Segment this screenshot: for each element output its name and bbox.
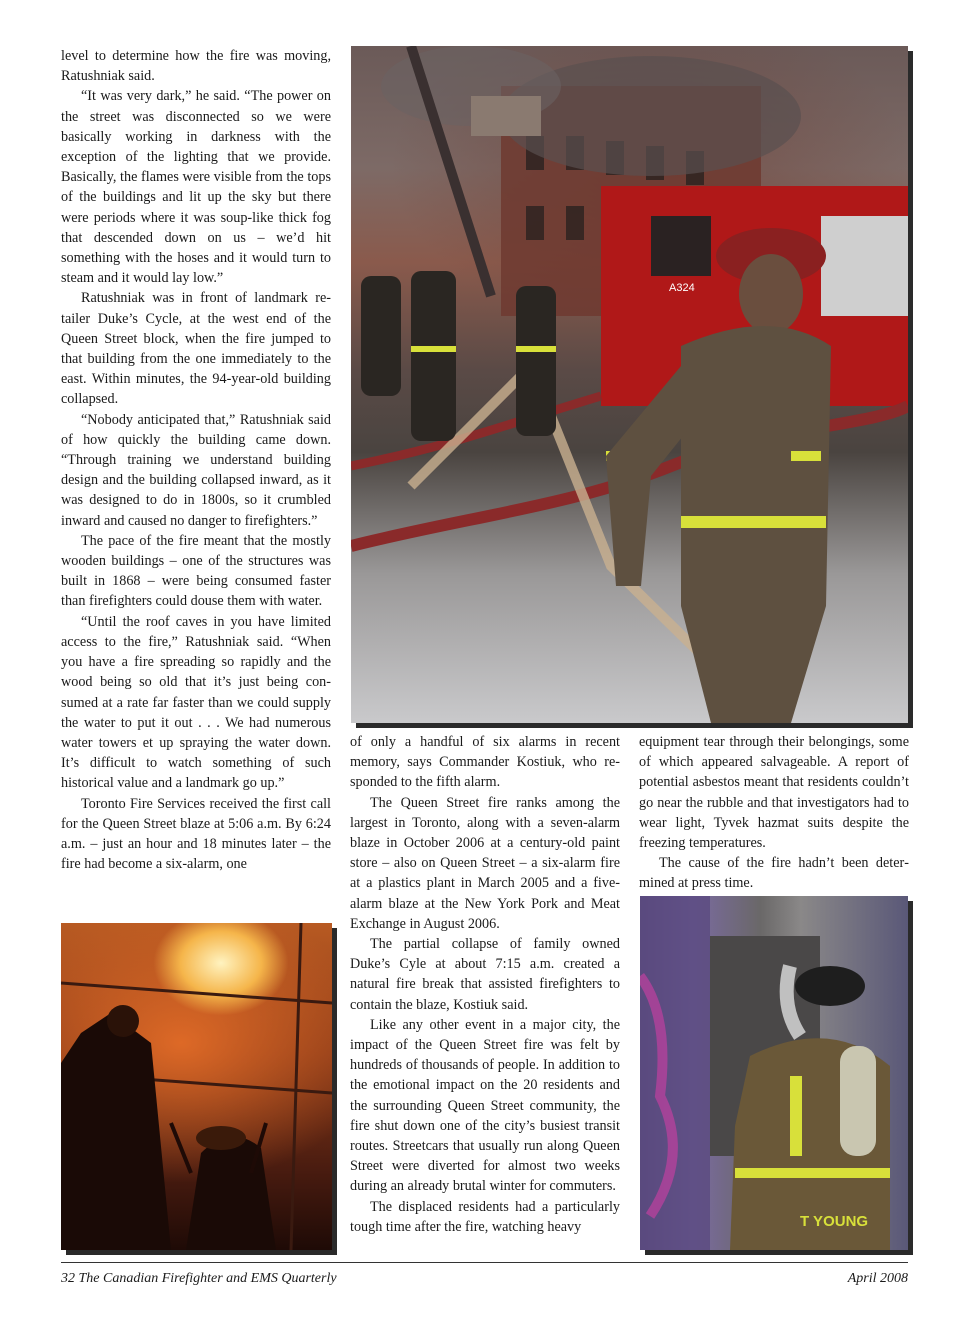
photo-firefighters-street-illustration (351, 46, 908, 723)
paragraph: The cause of the fire hadn’t been determined at press time. (639, 855, 909, 892)
page-footer (61, 1262, 908, 1286)
article-column-1 (61, 46, 331, 916)
coat-name-label: T YOUNG (800, 1213, 869, 1230)
footer-date: April 2008 (847, 1271, 908, 1286)
paragraph: “Nobody anticipated that,” Ratushniak said of how quickly the building came down. “Through training we understand building design and the building collapsed inward, as it was designed to do in 1800s, so it crumbled inward and caused no danger to firefighters.” (61, 411, 331, 529)
paragraph: The Queen Street fire ranks among the largest in Toronto, along with a seven-alarm blaze in October 2006 at a century-old paint store – also on Queen Street – a six-alarm fire at a plastics plant in March 2005 and a five-alarm blaze at the New York Pork and Meat Exchange in August 2006. (350, 794, 620, 932)
truck-number-label: A324 (669, 282, 695, 294)
footer-publication: 32 The Canadian Firefighter and EMS Quarterly (61, 1271, 337, 1286)
paragraph: The partial collapse of family owned Duke’s Cyle at about 7:15 a.m. created a natural fire break that assisted firefighters to contain the blaze, Kostiuk said. (350, 936, 620, 1013)
paragraph: Ratushniak was in front of landmark retailer Duke’s Cycle, at the west end of the Queen Street block, when the fire jumped to that building from the one immediately to the east. Within minutes, the 94-year-old building collapsed. (61, 290, 331, 408)
photo-fire-blaze (61, 923, 332, 1250)
paragraph: “It was very dark,” he said. “The power on the street was disconnected so we were basically working in darkness with the exception of the lighting that we provide. Basically, the flames were visible from the tops of the buildings and lit up the sky but there were periods where it was soup-like thick fog that descended down on us – we’d hit something with the hoses and it would turn to steam and it would lay low.” (61, 88, 331, 287)
photo-firefighters-street (351, 46, 908, 723)
article-column-3 (639, 732, 909, 892)
photo-firefighter-hose-illustration (640, 896, 908, 1250)
paragraph: The pace of the fire meant that the mostly wooden buildings – one of the structures was built in 1868 – were being consumed faster than firefighters could douse them with water. (61, 532, 331, 610)
photo-fire-blaze-illustration (61, 923, 332, 1250)
photo-firefighter-hose (640, 896, 908, 1250)
paragraph: Like any other event in a major city, the impact of the Queen Street fire was felt by hundreds of thousands of people. In addition to the emotional impact on the 20 residents and the surrounding Queen Street community, the fire shut down one of the city’s busiest transit routes. Streetcars that usually run along Queen Street were diverted for almost two weeks during an already brutal winter for commuters. (350, 1016, 620, 1195)
paragraph: Toronto Fire Services received the first call for the Queen Street blaze at 5:06 a.m. By 6:24 a.m. – just an hour and 18 minutes later – the fire had become a six-alarm, one (61, 795, 331, 873)
paragraph: “Until the roof caves in you have limited access to the fire,” Ratushniak said. “When you have a fire spreading so rapidly and the wood being so old that it’s just being consumed at a rate far faster than we could supply the water to put it out . . . We had numerous water towers et up spraying the water down. It’s difficult to watch something of such historical value and a landmark go up.” (61, 613, 331, 792)
paragraph: of only a handful of six alarms in recent memory, says Commander Kostiuk, who responded to the fifth alarm. (350, 734, 620, 791)
paragraph: level to determine how the fire was moving, Ratushniak said. (61, 48, 331, 85)
paragraph: The displaced residents had a particularly tough time after the fire, watching heavy (350, 1198, 620, 1235)
article-column-2 (350, 732, 620, 1262)
paragraph: equipment tear through their belongings, some of which appeared salvageable. A report of potential asbestos meant that residents couldn’t go near the rubble and that investigators had to wear light, Tyvek hazmat suits despite the freezing temperatures. (639, 734, 909, 852)
